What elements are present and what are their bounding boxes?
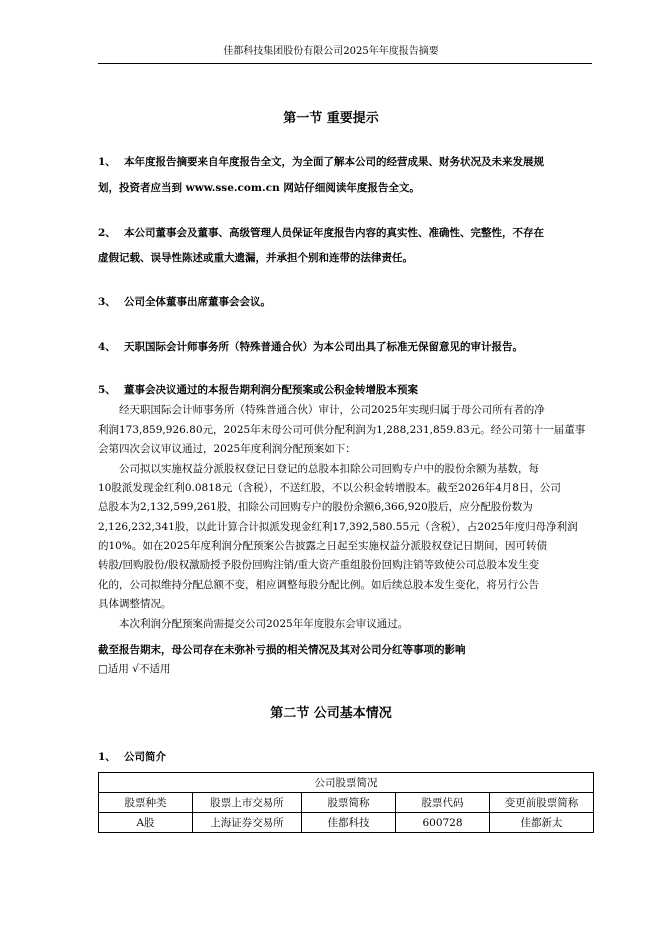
notice-item-5-text: 董事会决议通过的本报告期利润分配预案或公积金转增股本预案 [124, 384, 418, 396]
dividend-paragraph-line-1: 公司拟以实施权益分派股权登记日登记的总股本扣除公司回购专户中的股份余额为基数，每 [119, 463, 539, 475]
notice-item-5 [98, 383, 598, 397]
table-header-cell: 股票代码 [395, 793, 489, 813]
company-profile-number: 1、 [98, 751, 116, 763]
table-cell: 600728 [395, 813, 489, 833]
dividend-paragraph-line-4: 2,126,232,341股，以此计算合计拟派发现金红利17,392,580.55元（含税），占2025年度归母净利润 [98, 521, 578, 533]
notice-item-1-line-2: 划，投资者应当到 www.sse.com.cn 网站仔细阅读年度报告全文。 [98, 182, 420, 194]
table-cell: A股 [99, 813, 193, 833]
table-header-cell: 股票简称 [301, 793, 395, 813]
dividend-paragraph-line-3: 总股本为2,132,599,261股，扣除公司回购专户的股份余额6,366,920股后，应分配股份数为 [98, 501, 533, 513]
shareholder-approval-note: 本次利润分配预案尚需提交公司2025年年度股东会审议通过。 [119, 618, 409, 630]
notice-item-2-line-2: 虚假记载、误导性陈述或重大遗漏，并承担个别和连带的法律责任。 [98, 252, 413, 264]
notice-item-4 [98, 340, 598, 354]
section-1-title: 第一节 重要提示 [283, 111, 379, 126]
profit-paragraph-line-2: 利润173,859,926.80元，2025年末母公司可供分配利润为1,288,231,859.83元。经公司第十一届董事 [98, 424, 586, 436]
dividend-paragraph-line-5: 的10%。如在2025年度利润分配预案公告披露之日起至实施权益分派股权登记日期间，因可转债 [98, 540, 548, 552]
notice-item-2 [98, 226, 598, 240]
table-header-row [99, 793, 594, 813]
notice-item-1-line-1: 本年度报告摘要来自年度报告全文，为全面了解本公司的经营成果、财务状况及未来发展规 [124, 156, 544, 168]
table-caption-row [99, 773, 594, 793]
notice-item-2-number: 2、 [98, 227, 116, 239]
notice-item-3-number: 3、 [98, 296, 116, 308]
section-2-title: 第二节 公司基本情况 [270, 706, 392, 721]
notice-item-4-number: 4、 [98, 341, 116, 353]
profit-paragraph-line-3: 会第四次会议审议通过，2025年度利润分配预案如下： [98, 443, 356, 455]
notice-item-1 [98, 155, 598, 169]
table-cell: 上海证券交易所 [193, 813, 302, 833]
notice-item-4-text: 天职国际会计师事务所（特殊普通合伙）为本公司出具了标准无保留意见的审计报告。 [124, 341, 523, 353]
notice-item-3-text: 公司全体董事出席董事会会议。 [124, 296, 271, 308]
dividend-paragraph-line-6: 转股/回购股份/股权激励授予股份回购注销/重大资产重组股份回购注销等致使公司总股本发生变 [98, 559, 540, 571]
applicability-status: □适用 √不适用 [98, 663, 171, 675]
notice-item-5-number: 5、 [98, 384, 116, 396]
table-cell: 佳都科技 [301, 813, 395, 833]
table-header-cell: 变更前股票简称 [490, 793, 594, 813]
page-header: 佳都科技集团股份有限公司2025年年度报告摘要 [223, 46, 439, 57]
company-profile-label: 公司简介 [124, 751, 166, 763]
header-divider [98, 63, 592, 64]
dividend-paragraph-line-8: 具体调整情况。 [98, 598, 172, 610]
table-cell: 佳都新太 [490, 813, 594, 833]
dividend-paragraph-line-7: 化的，公司拟维持分配总额不变，相应调整每股分配比例。如后续总股本发生变化，将另行公告 [98, 579, 539, 591]
notice-item-3 [98, 295, 598, 309]
stock-overview-table [98, 772, 594, 833]
company-profile-heading [98, 750, 598, 764]
table-header-cell: 股票种类 [99, 793, 193, 813]
table-caption: 公司股票简况 [99, 773, 594, 793]
table-header-cell: 股票上市交易所 [193, 793, 302, 813]
notice-item-2-line-1: 本公司董事会及董事、高级管理人员保证年度报告内容的真实性、准确性、完整性，不存在 [124, 227, 544, 239]
profit-paragraph-line-1: 经天职国际会计师事务所（特殊普通合伙）审计，公司2025年实现归属于母公司所有者的净 [119, 404, 545, 416]
dividend-paragraph-line-2: 10股派发现金红利0.0818元（含税），不送红股，不以公积金转增股本。截至2026年4月8日，公司 [98, 482, 561, 494]
table-row [99, 813, 594, 833]
notice-item-1-number: 1、 [98, 156, 116, 168]
deficit-heading: 截至报告期末，母公司存在未弥补亏损的相关情况及其对公司分红等事项的影响 [98, 644, 466, 656]
